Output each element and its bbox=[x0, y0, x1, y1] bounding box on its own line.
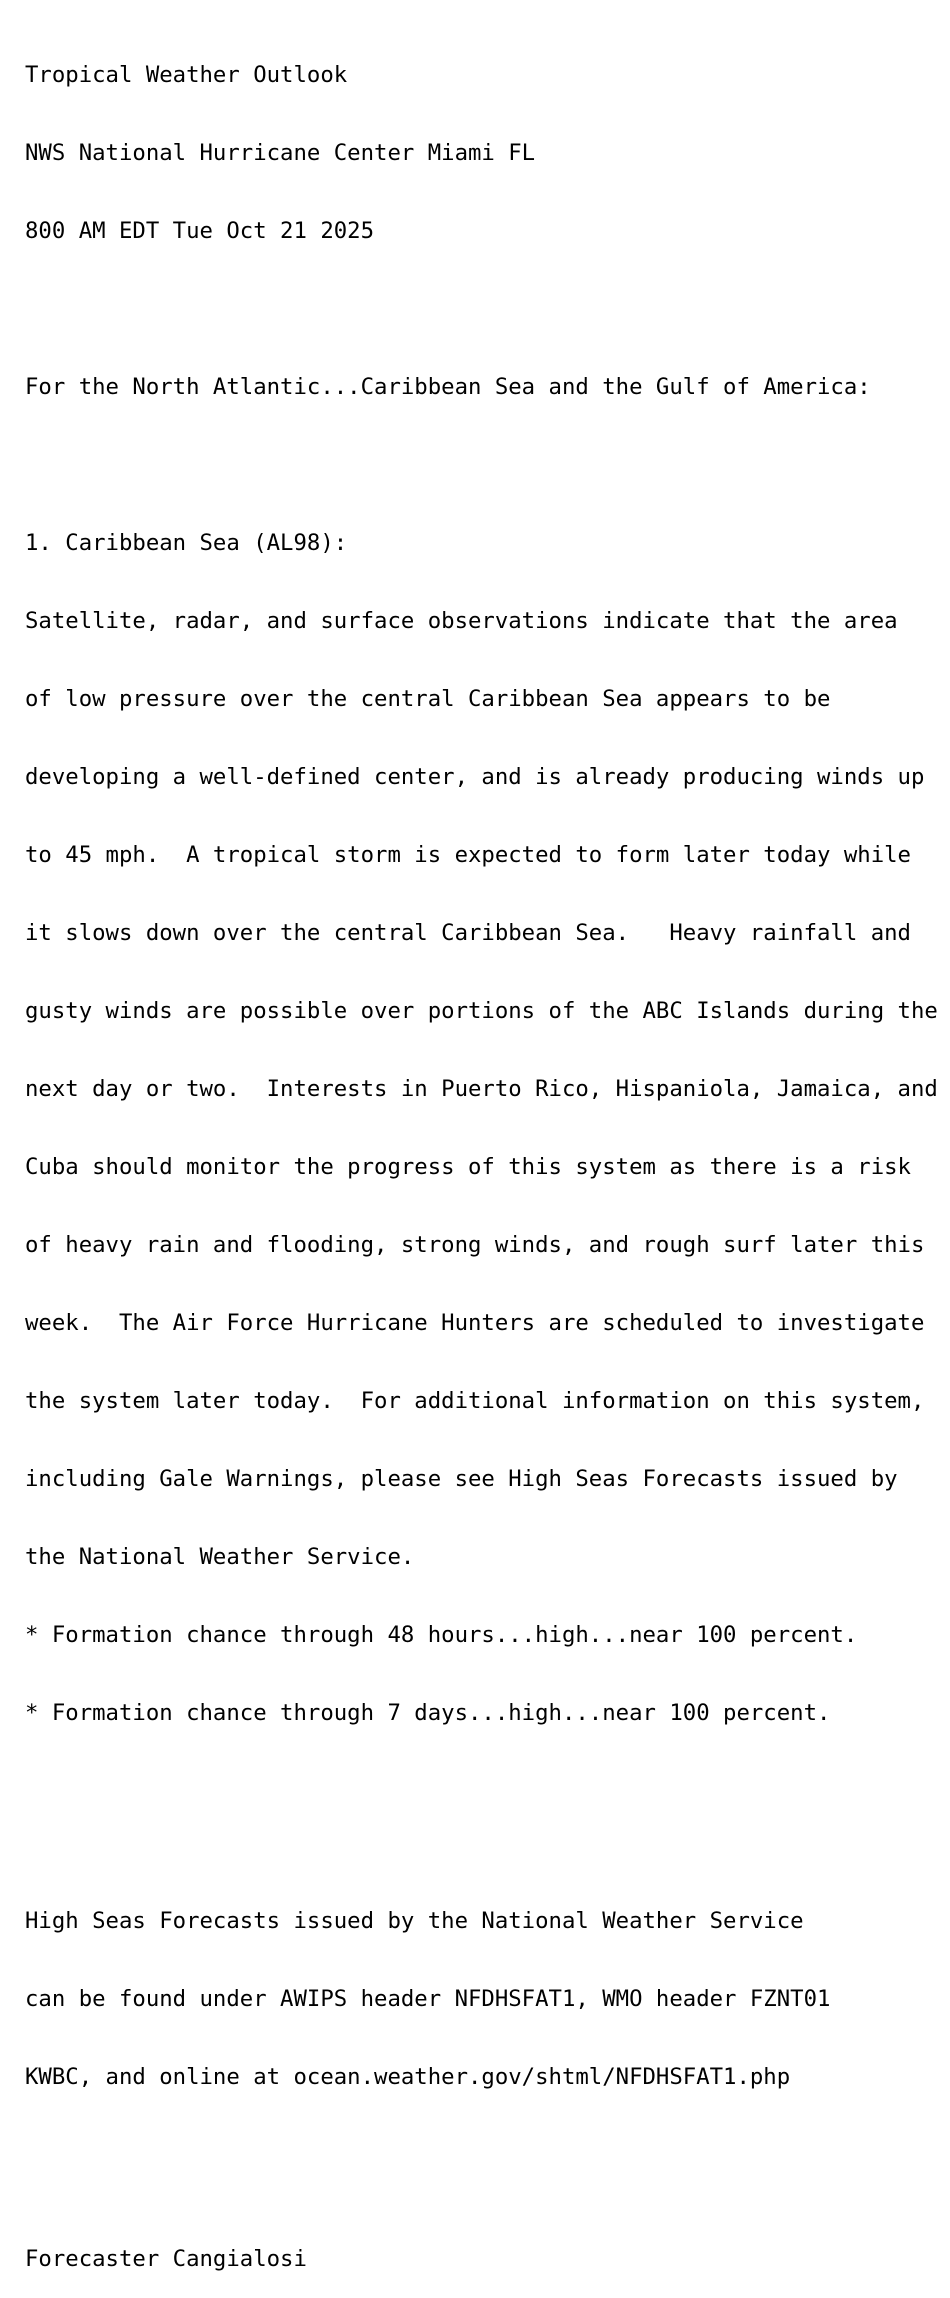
discussion-line: to 45 mph. A tropical storm is expected to form later today while bbox=[25, 842, 911, 868]
high-seas-line: High Seas Forecasts issued by the National Weather Service bbox=[25, 1908, 804, 1934]
high-seas-line: KWBC, and online at ocean.weather.gov/shtml/NFDHSFAT1.php bbox=[25, 2064, 791, 2090]
spacer bbox=[25, 452, 950, 478]
spacer bbox=[25, 296, 950, 322]
discussion-line: it slows down over the central Caribbean Sea. Heavy rainfall and bbox=[25, 920, 911, 946]
formation-chance-48h: * Formation chance through 48 hours...high...near 100 percent. bbox=[25, 1622, 858, 1648]
discussion-line: gusty winds are possible over portions of the ABC Islands during the bbox=[25, 998, 938, 1024]
forecaster-signature: Forecaster Cangialosi bbox=[25, 2246, 307, 2272]
issuing-office: NWS National Hurricane Center Miami FL bbox=[25, 140, 536, 166]
spacer bbox=[25, 1778, 950, 1856]
issue-time: 800 AM EDT Tue Oct 21 2025 bbox=[25, 218, 375, 244]
outlook-title: Tropical Weather Outlook bbox=[25, 62, 348, 88]
discussion-line: of low pressure over the central Caribbean Sea appears to be bbox=[25, 686, 831, 712]
discussion-line: developing a well-defined center, and is already producing winds up bbox=[25, 764, 925, 790]
high-seas-line: can be found under AWIPS header NFDHSFAT1, WMO header FZNT01 bbox=[25, 1986, 831, 2012]
discussion-line: Cuba should monitor the progress of this system as there is a risk bbox=[25, 1154, 911, 1180]
system-heading: 1. Caribbean Sea (AL98): bbox=[25, 530, 348, 556]
discussion-line: the National Weather Service. bbox=[25, 1544, 415, 1570]
discussion-line: including Gale Warnings, please see High Seas Forecasts issued by bbox=[25, 1466, 898, 1492]
formation-chance-7d: * Formation chance through 7 days...high...near 100 percent. bbox=[25, 1700, 831, 1726]
discussion-line: the system later today. For additional information on this system, bbox=[25, 1388, 925, 1414]
discussion-line: week. The Air Force Hurricane Hunters are scheduled to investigate bbox=[25, 1310, 925, 1336]
spacer bbox=[25, 2142, 950, 2194]
region-line: For the North Atlantic...Caribbean Sea and the Gulf of America: bbox=[25, 374, 871, 400]
outlook-document bbox=[25, 10, 950, 2298]
discussion-line: next day or two. Interests in Puerto Rico, Hispaniola, Jamaica, and bbox=[25, 1076, 938, 1102]
discussion-line: Satellite, radar, and surface observations indicate that the area bbox=[25, 608, 898, 634]
discussion-line: of heavy rain and flooding, strong winds, and rough surf later this bbox=[25, 1232, 925, 1258]
